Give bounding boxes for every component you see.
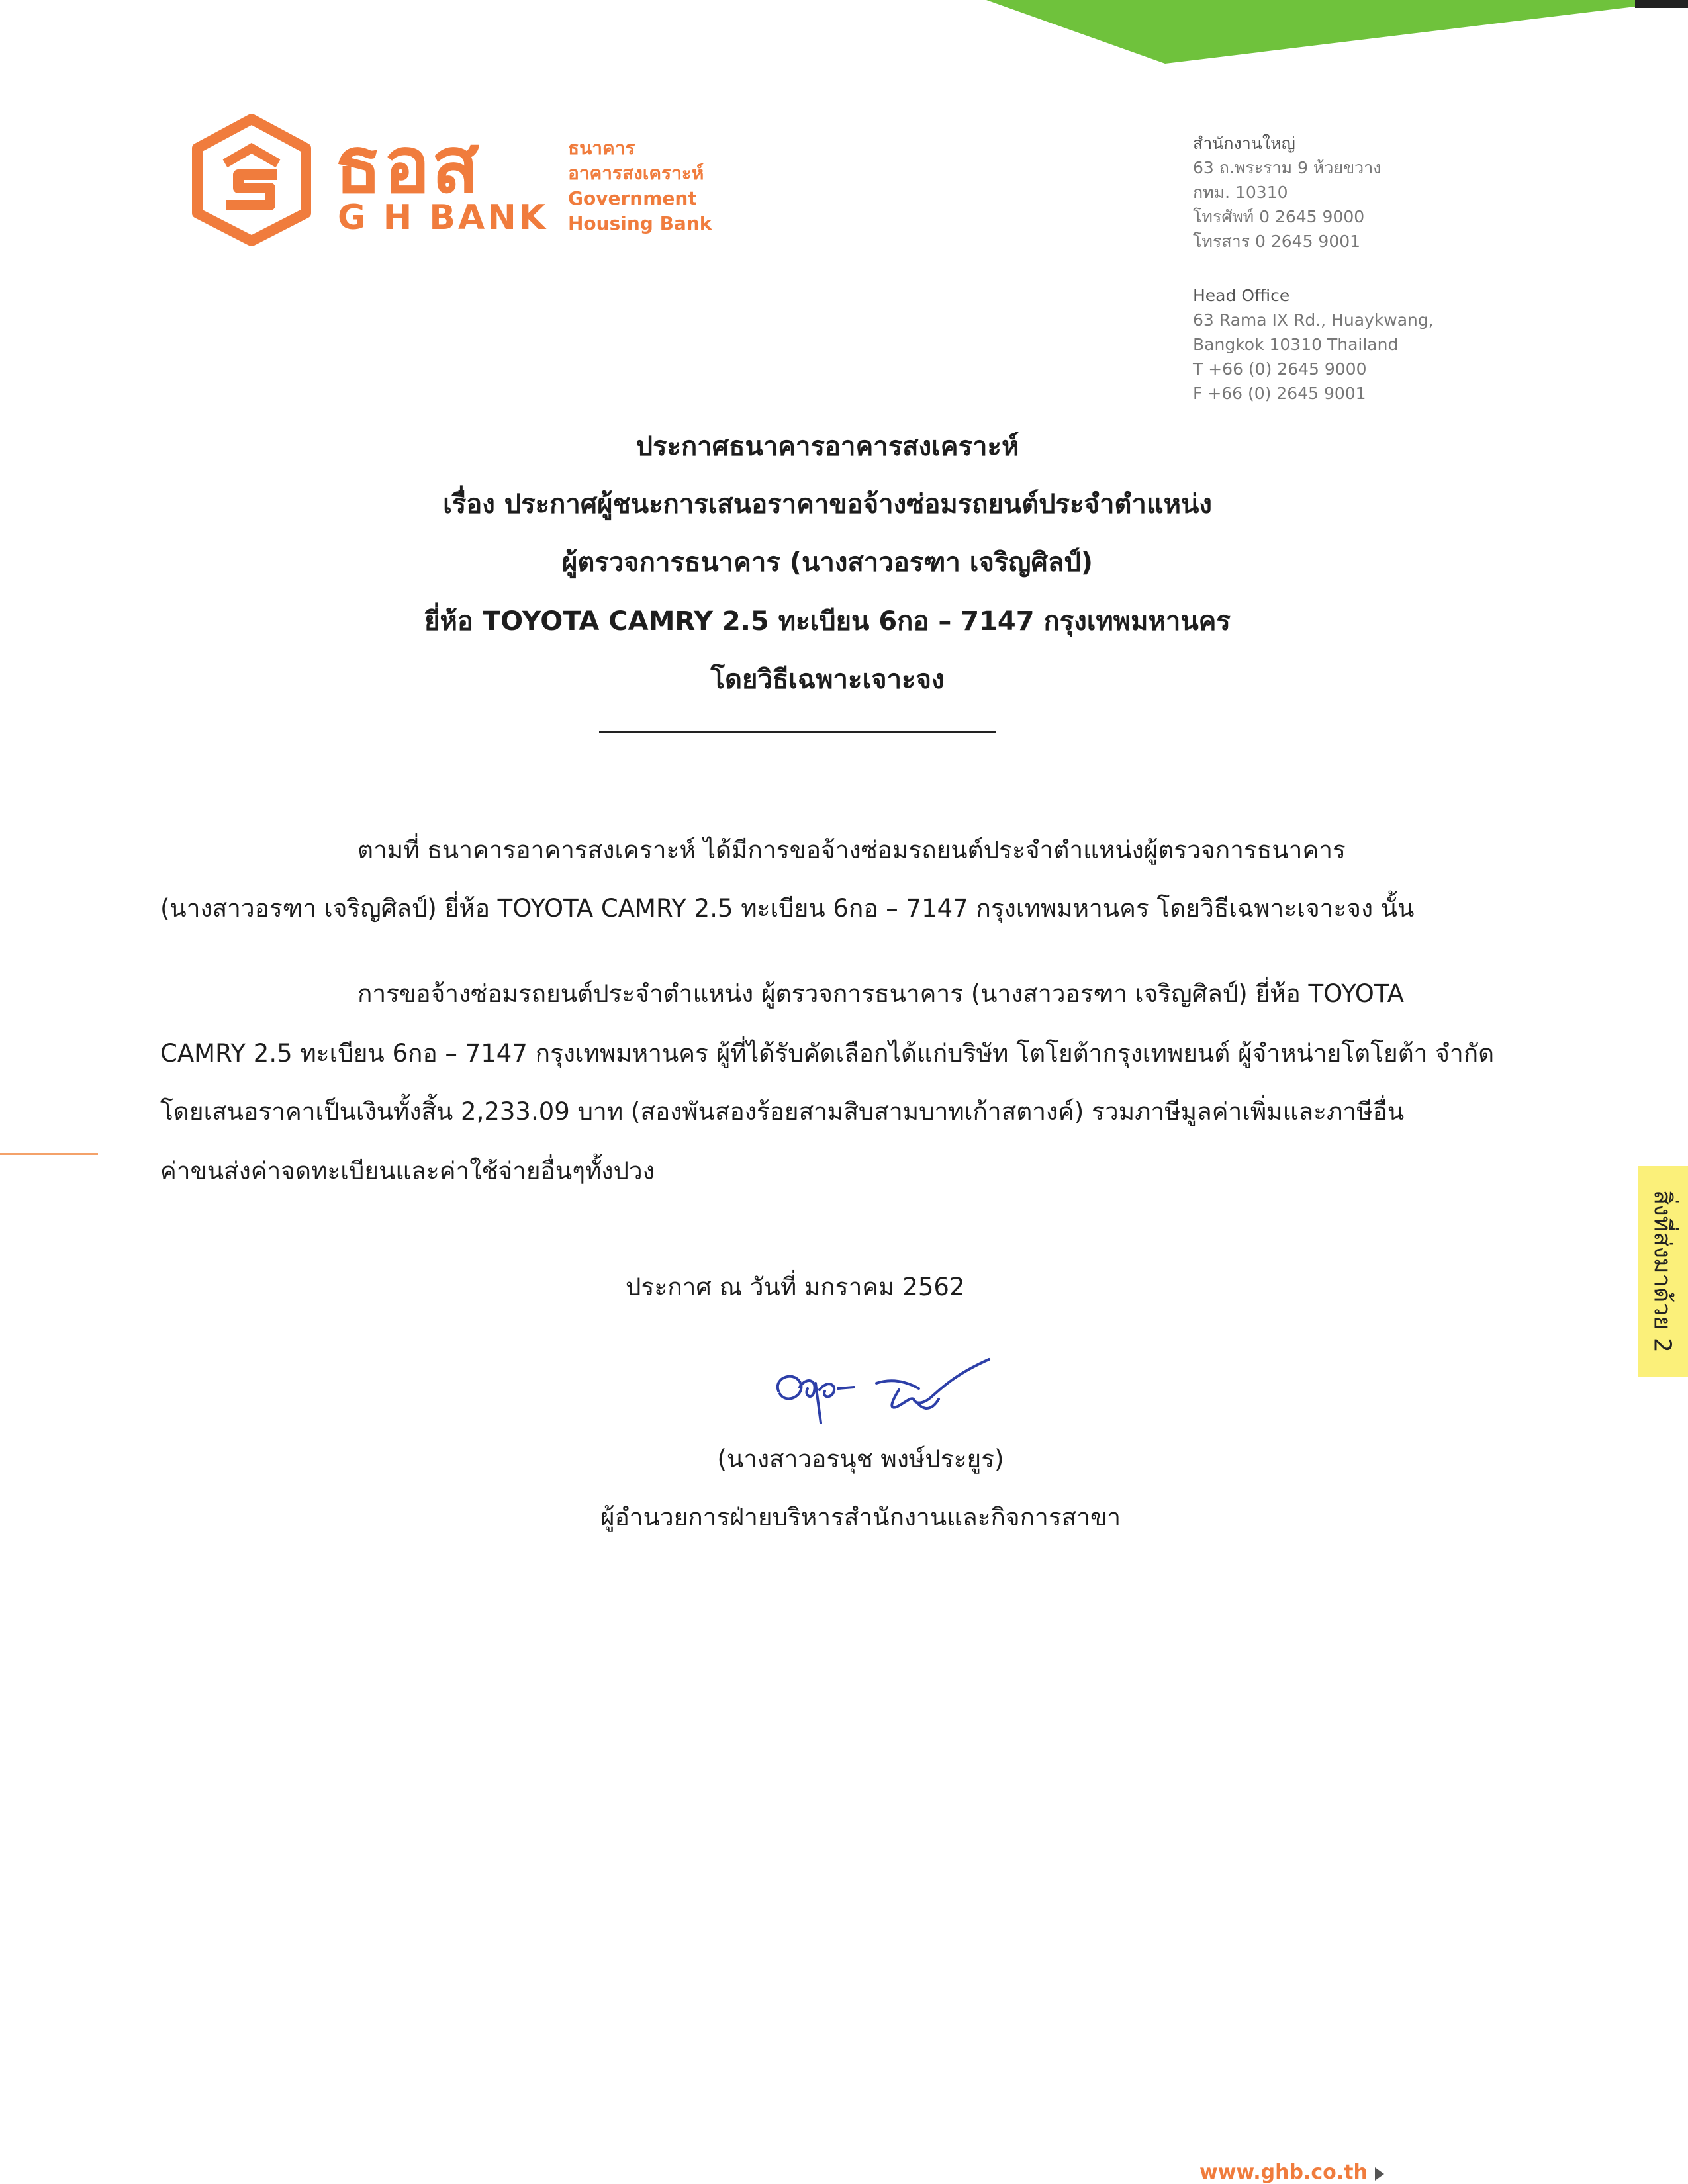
paragraph-line: ค่าขนส่งค่าจดทะเบียนและค่าใช้จ่ายอื่นๆทั้งปวง — [160, 1157, 655, 1185]
title-divider — [599, 731, 996, 733]
address-line: โทรสาร 0 2645 9001 — [1193, 232, 1361, 251]
address-line: 63 ถ.พระราม 9 ห้วยขวาง — [1193, 158, 1382, 177]
paragraph-line: การขอจ้างซ่อมรถยนต์ประจำตำแหน่ง ผู้ตรวจการธนาคาร (นางสาวอรฑา เจริญศิลป์) ยี่ห้อ TOYOTA — [357, 979, 1404, 1008]
address-line: กทม. 10310 — [1193, 183, 1288, 202]
announce-date: ประกาศ ณ วันที่ มกราคม 2562 — [626, 1273, 965, 1301]
paragraph-line: CAMRY 2.5 ทะเบียน 6กอ – 7147 กรุงเทพมหานคร ผู้ที่ได้รับคัดเลือกได้แก่บริษัท โตโยต้ากรุงเทพยนต์ ผู้จำหน่ายโตโยต้า จำกัด — [160, 1039, 1495, 1068]
logo-subtitle: G H BANK — [338, 198, 549, 238]
address-line: 63 Rama IX Rd., Huaykwang, — [1193, 310, 1434, 330]
announcement-subject: เรื่อง ประกาศผู้ชนะการเสนอราคาขอจ้างซ่อมรถยนต์ประจำตำแหน่ง — [443, 489, 1212, 520]
signer-position: ผู้อำนวยการฝ่ายบริหารสำนักงานและกิจการสาขา — [600, 1503, 1121, 1531]
margin-marker — [0, 1153, 98, 1155]
announcement-subject: ผู้ตรวจการธนาคาร (นางสาวอรฑา เจริญศิลป์) — [561, 547, 1094, 578]
address-title: Head Office — [1193, 286, 1290, 305]
announcement-title: ประกาศธนาคารอาคารสงเคราะห์ — [635, 432, 1019, 462]
paragraph-line: (นางสาวอรฑา เจริญศิลป์) ยี่ห้อ TOYOTA CAMRY 2.5 ทะเบียน 6กอ – 7147 กรุงเทพมหานคร โดยวิธีเฉพาะเจาะจง นั้น — [160, 894, 1415, 923]
paragraph-line: โดยเสนอราคาเป็นเงินทั้งสิ้น 2,233.09 บาท (สองพันสองร้อยสามสิบสามบาทเก้าสตางค์) รวมภาษีมูลค่าเพิ่มและภาษีอื่น — [160, 1097, 1405, 1126]
signature-image — [760, 1350, 998, 1436]
logo-wordmark: ธอส — [334, 119, 481, 210]
scan-edge-mark — [1635, 0, 1688, 8]
chevron-right-icon — [1375, 2167, 1384, 2181]
address-line: T +66 (0) 2645 9000 — [1193, 359, 1367, 379]
head-office-address-thai — [1193, 131, 1381, 253]
top-green-banner — [986, 0, 1635, 66]
address-line: F +66 (0) 2645 9001 — [1193, 384, 1366, 403]
signer-name: (นางสาวอรนุช พงษ์ประยูร) — [717, 1445, 1004, 1473]
enclosure-label: สิ่งที่ส่งมาด้วย 2 — [1648, 1190, 1676, 1353]
logo-bank-name: ธนาคาร อาคารสงเคราะห์ Government Housing Bank — [568, 137, 712, 234]
paragraph-line: ตามที่ ธนาคารอาคารสงเคราะห์ ได้มีการขอจ้างซ่อมรถยนต์ประจำตำแหน่งผู้ตรวจการธนาคาร — [357, 836, 1346, 864]
address-line: Bangkok 10310 Thailand — [1193, 335, 1399, 354]
address-title: สำนักงานใหญ่ — [1193, 134, 1295, 153]
footer-website: www.ghb.co.th — [1199, 2161, 1368, 2184]
address-line: โทรศัพท์ 0 2645 9000 — [1193, 207, 1365, 226]
ghbank-house-icon — [192, 114, 311, 246]
head-office-address-english — [1193, 283, 1434, 406]
announcement-subject: ยี่ห้อ TOYOTA CAMRY 2.5 ทะเบียน 6กอ – 7147 กรุงเทพมหานคร — [424, 606, 1231, 637]
announcement-subject: โดยวิธีเฉพาะเจาะจง — [710, 664, 945, 695]
